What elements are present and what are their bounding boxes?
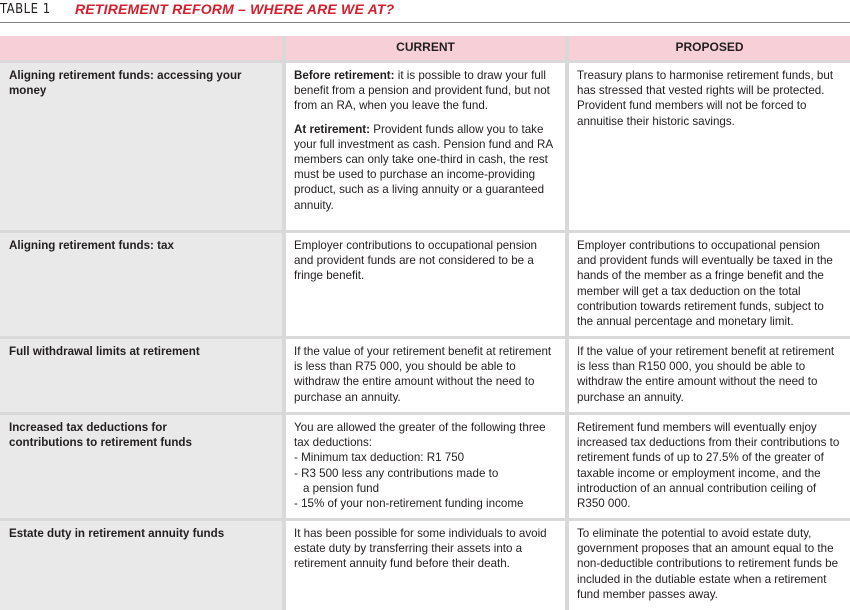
body-text: it is possible to draw your full benefit from a pension and provident fund, but not from an RA, when you leave the fund. <box>294 69 550 113</box>
current-cell <box>286 63 565 230</box>
header-cell-current: CURRENT <box>286 36 565 60</box>
topic-cell: Aligning retirement funds: tax <box>0 233 282 336</box>
table-row <box>0 339 850 412</box>
title-bar <box>0 0 850 24</box>
body-text: Provident funds allow you to take your full investment as cash. Pension fund and RA members can only take one-third in cash, the rest must be used to purchase an income-providing product, such as a living annuity or a guaranteed annuity. <box>294 122 553 212</box>
current-paragraph <box>294 68 557 114</box>
table-row <box>0 63 850 230</box>
proposed-cell: Employer contributions to occupational pension and provident funds will eventually be taxed in the hands of the member as a fringe benefit and the member will get a tax deduction on the total contribution towards retirement funds, subject to the annual percentage and monetary limit. <box>569 233 850 336</box>
proposed-cell: Retirement fund members will eventually enjoy increased tax deductions from their contributions to retirement funds of up to 27.5% of the greater of taxable income or employment income, and the introduction of an annual contribution ceiling of R350 000. <box>569 415 850 518</box>
topic-cell: Full withdrawal limits at retirement <box>0 339 282 412</box>
table-label: TABLE 1 <box>0 2 51 17</box>
title-rule <box>0 22 850 23</box>
lead-text: Before retirement: <box>294 69 395 82</box>
list-item: - Minimum tax deduction: R1 750 <box>294 451 465 465</box>
current-paragraph <box>294 122 557 213</box>
table-row <box>0 415 850 518</box>
proposed-cell: To eliminate the potential to avoid estate duty, government proposes that an amount equal to the non-deductible contributions to retirement funds be included in the dutiable estate when a retirement fund member passes away. <box>569 521 850 610</box>
proposed-cell: If the value of your retirement benefit at retirement is less than R150 000, you should be able to withdraw the entire amount without the need to purchase an annuity. <box>569 339 850 412</box>
header-cell-proposed: PROPOSED <box>569 36 850 60</box>
header-row <box>0 36 850 60</box>
header-cell-topic <box>0 36 282 60</box>
current-cell: It has been possible for some individuals to avoid estate duty by transferring their assets into a retirement annuity fund before their death. <box>286 521 565 610</box>
current-intro: You are allowed the greater of the following three tax deductions: <box>294 421 546 450</box>
list-item: - 15% of your non-retirement funding income <box>294 497 524 511</box>
current-cell: Employer contributions to occupational pension and provident funds are not considered to be a fringe benefit. <box>286 233 565 336</box>
current-cell <box>286 415 565 518</box>
list-item: a pension fund <box>303 481 380 495</box>
table-heading: RETIREMENT REFORM – WHERE ARE WE AT? <box>75 1 395 17</box>
topic-cell: Estate duty in retirement annuity funds <box>0 521 282 610</box>
topic-cell <box>0 415 282 518</box>
topic-line: contributions to retirement funds <box>9 436 192 450</box>
table-row <box>0 521 850 610</box>
table-row <box>0 233 850 336</box>
proposed-cell: Treasury plans to harmonise retirement funds, but has stressed that vested rights will be protected. Provident fund members will not be forced to annuitise their historic savings. <box>569 63 850 230</box>
reform-table <box>0 36 850 610</box>
lead-text: At retirement: <box>294 122 371 136</box>
current-cell: If the value of your retirement benefit at retirement is less than R75 000, you should be able to withdraw the entire amount without the need to purchase an annuity. <box>286 339 565 412</box>
topic-cell: Aligning retirement funds: accessing your money <box>0 63 282 230</box>
topic-line: Increased tax deductions for <box>9 421 167 434</box>
deduction-list <box>294 450 557 511</box>
list-item: - R3 500 less any contributions made to <box>294 466 499 480</box>
